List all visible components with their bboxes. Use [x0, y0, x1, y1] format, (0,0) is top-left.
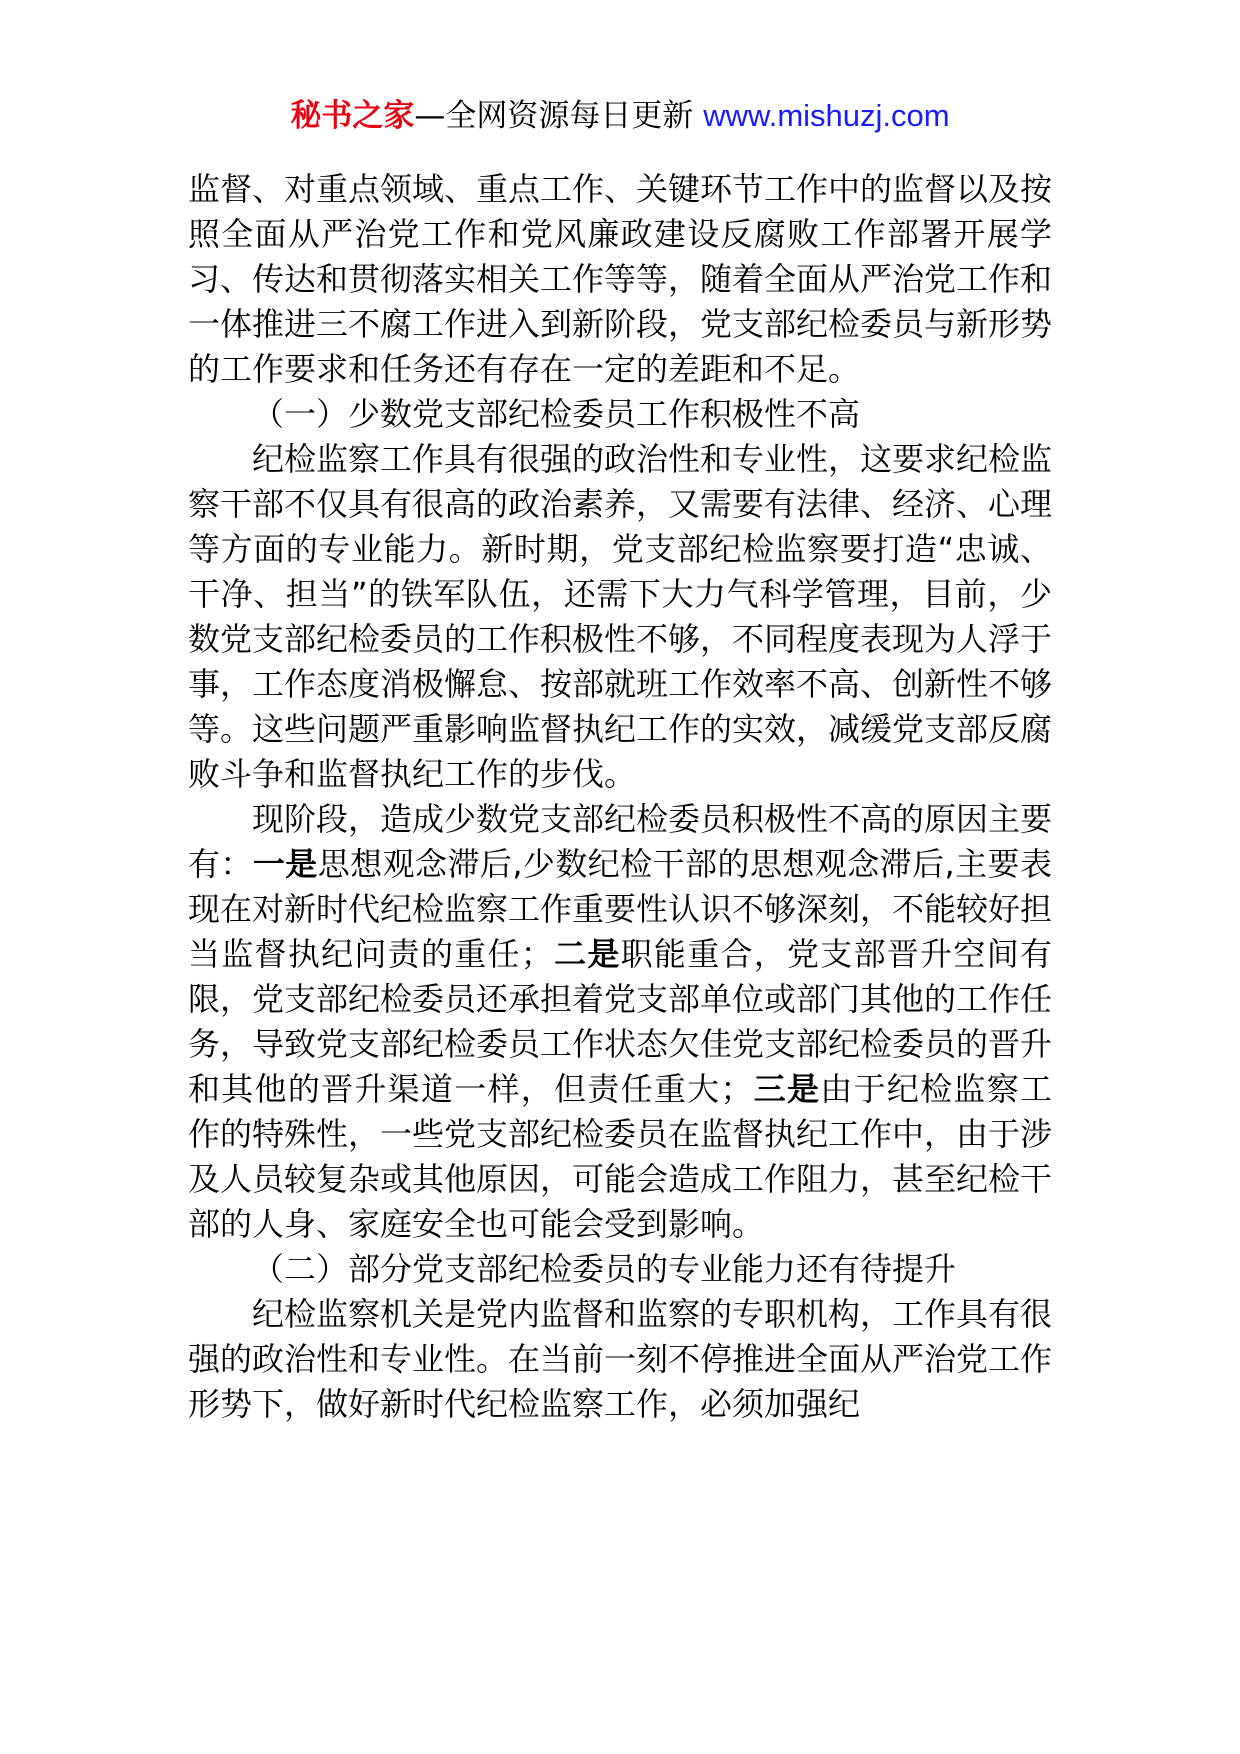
section-heading-2: （二）部分党支部纪检委员的专业能力还有待提升 [252, 1250, 957, 1288]
paragraph-continued: 监督、对重点领域、重点工作、关键环节工作中的监督以及按照全面从严治党工作和党风廉政建设反腐败工作部署开展学习、传达和贯彻落实相关工作等等，随着全面从严治党工作和一体推进三不腐工作进入到新阶段，党支部纪检委员与新形势的工作要求和任务还有存在一定的差距和不足。 [188, 170, 1053, 388]
document-body [188, 167, 1052, 1427]
keyword-first: 一是 [252, 845, 318, 883]
site-url-link[interactable]: www.mishuzj.com [703, 98, 950, 133]
cause-third: 由于纪检监察工作的特殊性，一些党支部纪检委员在监督执纪工作中，由于涉及人员较复杂或其他原因，可能会造成工作阻力，甚至纪检干部的人身、家庭安全也可能会受到影响。 [188, 1070, 1053, 1243]
keyword-third: 三是 [752, 1070, 821, 1108]
brand-name: 秘书之家 [290, 98, 415, 134]
section-heading-1: （一）少数党支部纪检委员工作积极性不高 [252, 395, 861, 433]
causes-lead: 现阶段，造成少数党支部纪检委员积极性不高的原因主要有： [188, 800, 1053, 883]
paragraph-professionalism: 纪检监察工作具有很强的政治性和专业性，这要求纪检监察干部不仅具有很高的政治素养，又需要有法律、经济、心理等方面的专业能力。新时期，党支部纪检监察要打造“忠诚、干净、担当”的铁军队伍，还需下大力气科学管理，目前，少数党支部纪检委员的工作积极性不够，不同程度表现为人浮于事，工作态度消极懈怠、按部就班工作效率不高、创新性不够等。这些问题严重影响监督执纪工作的实效，减缓党支部反腐败斗争和监督执纪工作的步伐。 [188, 440, 1053, 793]
header-slogan: —全网资源每日更新 [414, 98, 704, 134]
cause-first: 思想观念滞后,少数纪检干部的思想观念滞后,主要表现在对新时代纪检监察工作重要性认识不够深刻，不能较好担当监督执纪问责的重任； [188, 845, 1053, 973]
paragraph-causes [188, 797, 1052, 1247]
keyword-second: 二是 [552, 935, 621, 973]
paragraph-agency: 纪检监察机关是党内监督和监察的专职机构，工作具有很强的政治性和专业性。在当前一刻不停推进全面从严治党工作形势下，做好新时代纪检监察工作，必须加强纪 [188, 1295, 1053, 1423]
cause-second: 职能重合，党支部晋升空间有限，党支部纪检委员还承担着党支部单位或部门其他的工作任务，导致党支部纪检委员工作状态欠佳党支部纪检委员的晋升和其他的晋升渠道一样，但责任重大； [188, 935, 1053, 1108]
page-header [0, 96, 1240, 136]
